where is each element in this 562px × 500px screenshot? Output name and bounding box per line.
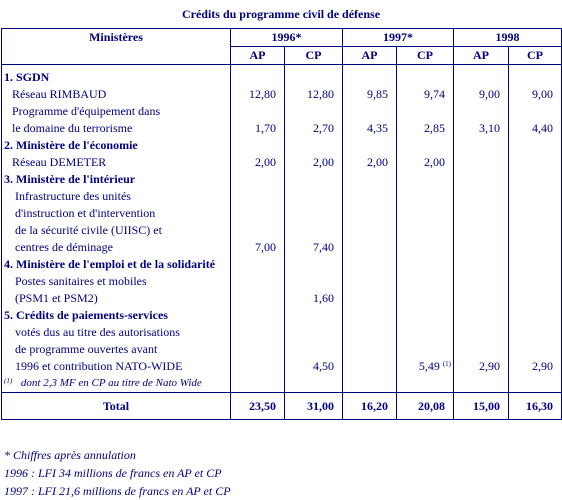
footnote-text: dont 2,3 MF en CP au titre de Nato Wide — [20, 377, 202, 389]
row-label: Programme d'équipement dans — [2, 103, 231, 120]
cell-value: 9,85 — [367, 87, 388, 101]
cell-value: 9,74 — [424, 87, 445, 101]
cell-value: 5,49 — [418, 359, 440, 373]
cell-value: 2,90 — [532, 359, 553, 373]
year-header: 1996* — [231, 29, 343, 47]
table-row — [2, 86, 562, 103]
section-label: 5. Crédits de paiements-services — [2, 307, 231, 324]
table-row — [2, 120, 562, 137]
total-value: 31,00 — [285, 393, 343, 420]
total-value: 23,50 — [231, 393, 285, 420]
row-label: Réseau RIMBAUD — [2, 86, 231, 103]
credits-table — [1, 28, 562, 420]
ap-header: AP — [343, 47, 397, 65]
ministeres-header: Ministères — [2, 29, 231, 65]
cp-header: CP — [509, 47, 562, 65]
footnote-row — [2, 375, 562, 393]
section-label: 4. Ministère de l'emploi et de la solidarité — [2, 256, 231, 273]
section-row — [2, 137, 562, 154]
cell-value: 2,00 — [255, 155, 276, 169]
cell-value: 4,50 — [313, 359, 334, 373]
table-row — [2, 273, 562, 290]
cell-value: 2,00 — [313, 155, 334, 169]
ap-header: AP — [231, 47, 285, 65]
cell-value: 9,00 — [479, 87, 500, 101]
table-body — [2, 65, 562, 376]
table-row — [2, 341, 562, 358]
total-label: Total — [2, 393, 231, 420]
cell-value: 12,80 — [307, 87, 334, 101]
section-label: 3. Ministère de l'intérieur — [2, 171, 231, 188]
section-row — [2, 307, 562, 324]
row-label: Réseau DEMETER — [2, 154, 231, 171]
cp-header: CP — [397, 47, 454, 65]
total-row — [2, 393, 562, 420]
year-header: 1998 — [454, 29, 562, 47]
cell-value: 9,00 — [532, 87, 553, 101]
section-label: 2. Ministère de l'économie — [2, 137, 231, 154]
row-label: centres de déminage — [2, 239, 231, 256]
cell-value: 1,70 — [255, 121, 276, 135]
table-row — [2, 103, 562, 120]
row-label: le domaine du terrorisme — [2, 120, 231, 137]
row-label: 1996 et contribution NATO-WIDE — [2, 358, 231, 375]
table-row — [2, 239, 562, 256]
total-value: 15,00 — [454, 393, 509, 420]
cell-value: 4,35 — [367, 121, 388, 135]
table-row — [2, 290, 562, 307]
table-row — [2, 324, 562, 341]
section-row — [2, 69, 562, 86]
table-row — [2, 222, 562, 239]
table-title: Crédits du programme civil de défense — [181, 7, 381, 21]
year-header: 1997* — [343, 29, 454, 47]
cell-value: 7,40 — [313, 240, 334, 254]
note-line: * Chiffres après annulation — [4, 448, 136, 462]
cell-value: 7,00 — [255, 240, 276, 254]
row-label: de programme ouvertes avant — [2, 341, 231, 358]
cell-value: 12,80 — [249, 87, 276, 101]
row-label: (PSM1 et PSM2) — [2, 290, 231, 307]
note-line: 1997 : LFI 21,6 millions de francs en AP et CP — [4, 484, 231, 498]
footnote-ref: (1) — [442, 360, 451, 368]
total-value: 16,20 — [343, 393, 397, 420]
row-label: votés dus au titre des autorisations — [2, 324, 231, 341]
cell-value: 2,85 — [424, 121, 445, 135]
section-row — [2, 256, 562, 273]
ap-header: AP — [454, 47, 509, 65]
cell-value: 2,90 — [479, 359, 500, 373]
cp-header: CP — [285, 47, 343, 65]
table-row — [2, 358, 562, 375]
cell-value: 3,10 — [479, 121, 500, 135]
year-header-row — [2, 29, 562, 47]
total-value: 20,08 — [397, 393, 454, 420]
cell-value: 1,60 — [313, 291, 334, 305]
section-label: 1. SGDN — [2, 69, 231, 86]
cell-value: 2,70 — [313, 121, 334, 135]
section-row — [2, 171, 562, 188]
total-value: 16,30 — [509, 393, 562, 420]
table-row — [2, 154, 562, 171]
table-row — [2, 205, 562, 222]
cell-value: 2,00 — [367, 155, 388, 169]
footnote-mark: (1) — [4, 377, 13, 385]
cell-value: 2,00 — [424, 155, 445, 169]
row-label: Infrastructure des unités — [2, 188, 231, 205]
row-label: d'instruction et d'intervention — [2, 205, 231, 222]
row-label: de la sécurité civile (UIISC) et — [2, 222, 231, 239]
row-label: Postes sanitaires et mobiles — [2, 273, 231, 290]
notes — [4, 446, 231, 500]
note-line: 1996 : LFI 34 millions de francs en AP et CP — [4, 466, 222, 480]
cell-value: 4,40 — [532, 121, 553, 135]
table-row — [2, 188, 562, 205]
